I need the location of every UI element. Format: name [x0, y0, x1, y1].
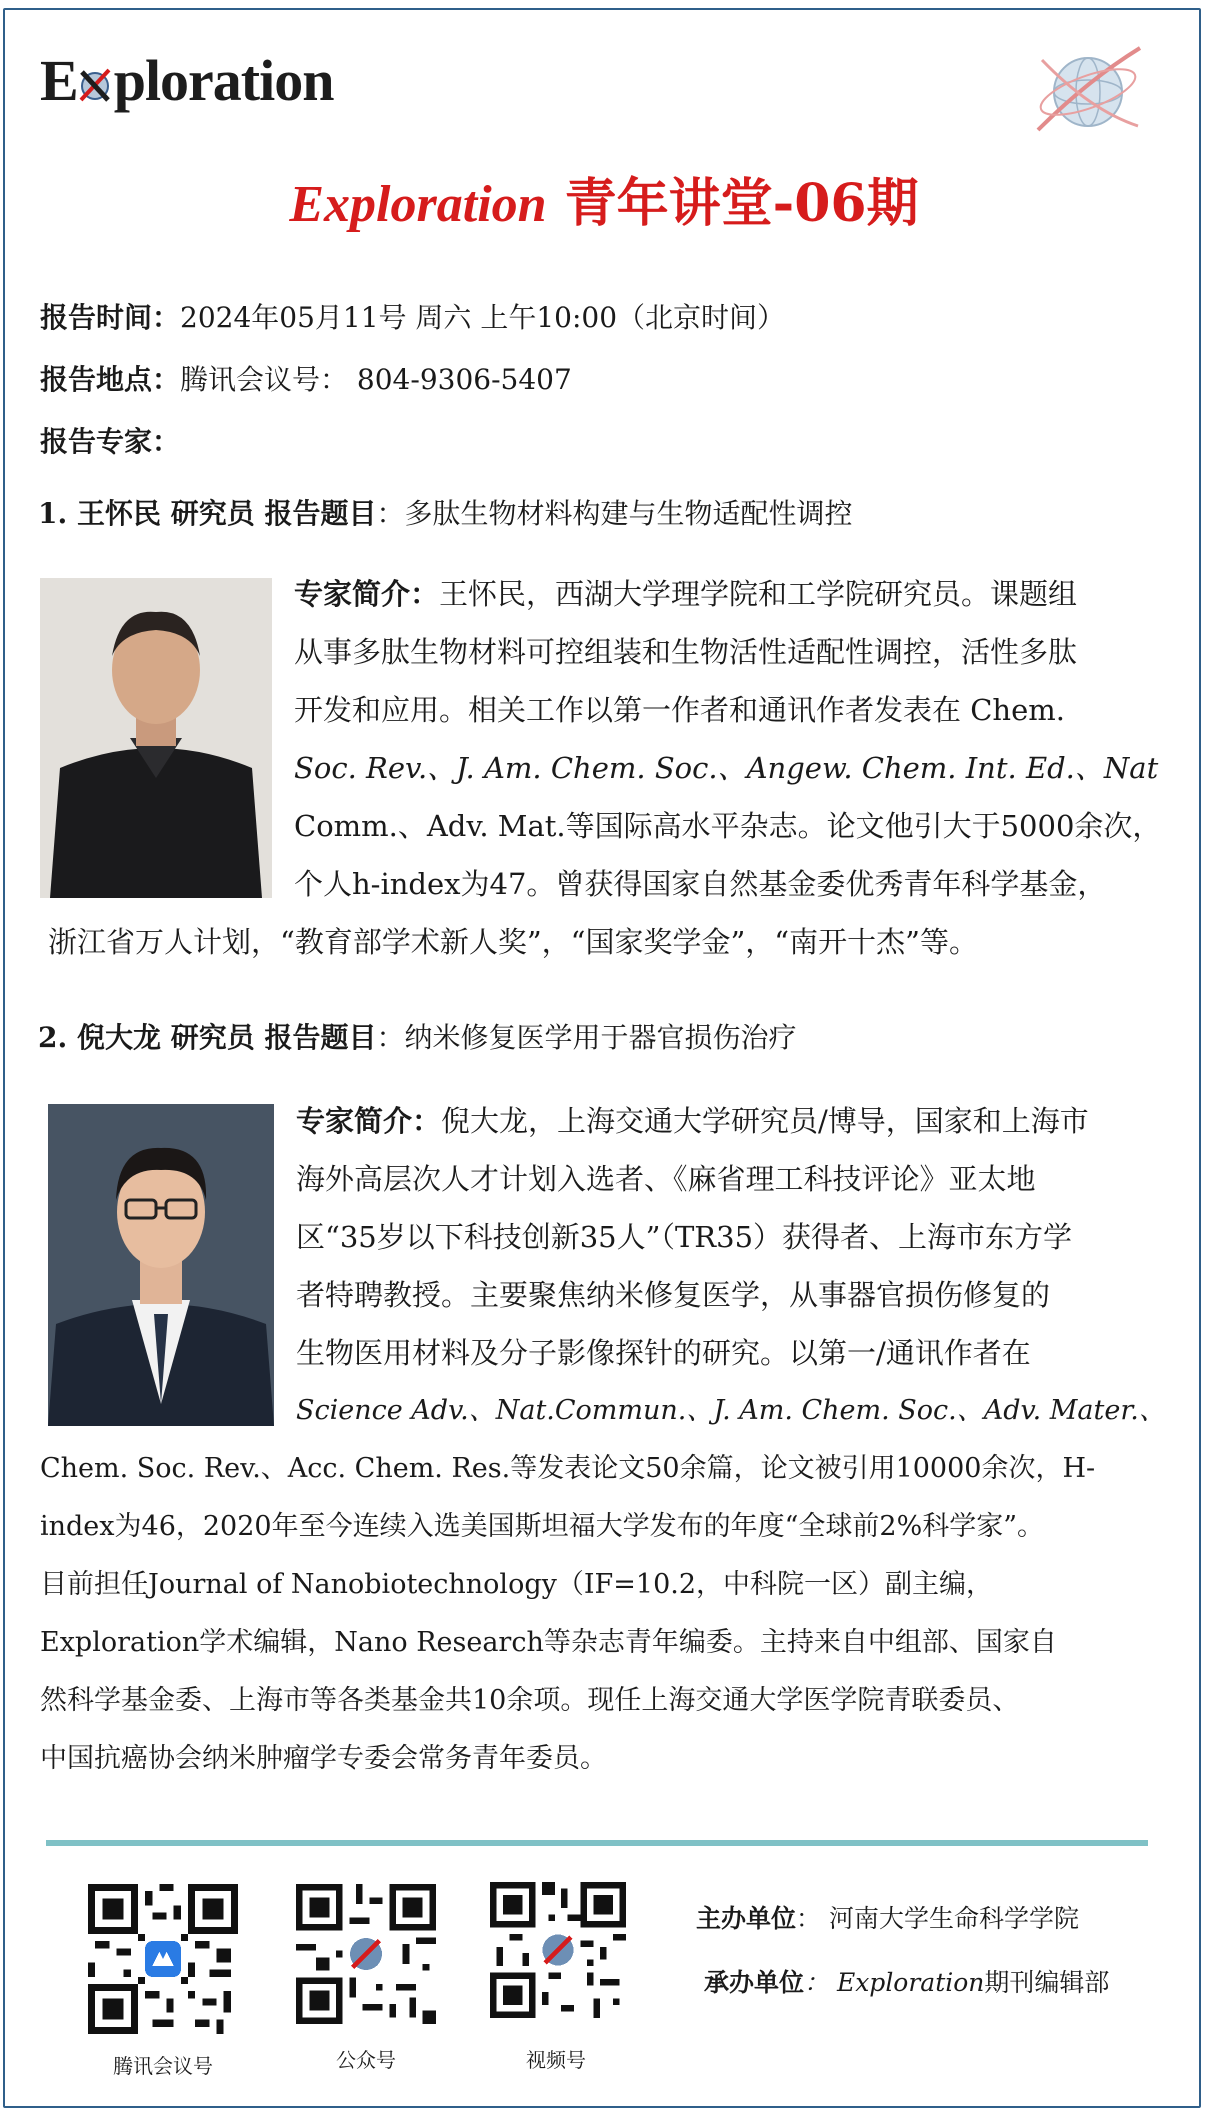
- bio-line: 从事多肽生物材料可控组装和生物活性适配性调控，活性多肽: [294, 635, 1078, 669]
- lecture-title: [0, 173, 1208, 234]
- speaker-1-bio-tail: [48, 913, 1158, 971]
- speaker-1-photo: [40, 578, 272, 898]
- bio-line: 开发和应用。相关工作以第一作者和通讯作者发表在 Chem.: [294, 693, 1065, 727]
- speaker-1-topic: ：多肽生物材料构建与生物适配性调控: [376, 497, 853, 530]
- speaker-1-name: 1. 王怀民 研究员 报告题目: [38, 497, 377, 530]
- bio-line: index为46，2020年至今连续入选美国斯坦福大学发布的年度“全球前2%科学家”。: [40, 1511, 1045, 1542]
- report-time-value: 2024年05月11号 周六 上午10:00（北京时间）: [180, 301, 786, 334]
- organizer-unit-label: 承办单位: [704, 1968, 805, 1997]
- bio-line: 生物医用材料及分子影像探针的研究。以第一/通讯作者在: [296, 1336, 1031, 1370]
- report-experts-label: 报告专家：: [40, 425, 181, 458]
- bio-line: Exploration学术编辑，Nano Research等杂志青年编委。主持来自中组部、国家自: [40, 1627, 1057, 1658]
- globe-x-icon: [78, 56, 112, 100]
- bio-line: 者特聘教授。主要聚焦纳米修复医学，从事器官损伤修复的: [296, 1278, 1051, 1312]
- report-experts: [40, 425, 181, 458]
- qr-caption-video-account: 视频号: [526, 2048, 586, 2072]
- organizer-unit-rest: 期刊编辑部: [984, 1968, 1110, 1997]
- video-account-qr-icon[interactable]: [490, 1882, 626, 2018]
- bio-line: 目前担任Journal of Nanobiotechnology（IF=10.2，中科院一区）副主编，: [40, 1569, 994, 1600]
- host-unit: [696, 1906, 1079, 1931]
- official-account-qr-icon[interactable]: [296, 1884, 436, 2024]
- bio-line: Chem. Soc. Rev.、Acc. Chem. Res.等发表论文50余篇，论文被引用10000余次，H-: [40, 1453, 1096, 1484]
- bio-line: Science Adv.、Nat.Commun.、J. Am. Chem. Soc.、Adv. Mater.、: [296, 1395, 1166, 1426]
- speaker-2-heading: [38, 1021, 797, 1054]
- host-unit-value: ： 河南大学生命科学学院: [796, 1904, 1079, 1933]
- report-time-label: 报告时间：: [40, 301, 181, 334]
- title-rest: 青年讲堂-06期: [546, 173, 919, 234]
- speaker-2-bio: [296, 1092, 1166, 1440]
- qr-caption-tencent: 腾讯会议号: [113, 2054, 213, 2078]
- organizer-unit: [704, 1970, 1109, 1995]
- bio-line: 中国抗癌协会纳米肿瘤学专委会常务青年委员。: [40, 1743, 607, 1774]
- journal-logo: [40, 48, 334, 113]
- speaker-2-name: 2. 倪大龙 研究员 报告题目: [38, 1021, 377, 1054]
- report-time: [40, 301, 786, 334]
- report-place: [40, 363, 572, 396]
- report-place-label: 报告地点：: [40, 363, 181, 396]
- bio-line: 个人h-index为47。曾获得国家自然基金委优秀青年科学基金，: [294, 867, 1107, 901]
- bio-line: 然科学基金委、上海市等各类基金共10余项。现任上海交通大学医学院青联委员、: [40, 1685, 1020, 1716]
- bio-line: 专家简介：倪大龙，上海交通大学研究员/博导，国家和上海市: [296, 1104, 1089, 1138]
- bio-line: Soc. Rev.、J. Am. Chem. Soc.、Angew. Chem. Int. Ed.、Nat: [294, 751, 1159, 785]
- bio-line: 区“35岁以下科技创新35人”（TR35）获得者、上海市东方学: [296, 1220, 1073, 1254]
- bio-line: 专家简介：王怀民，西湖大学理学院和工学院研究员。课题组: [294, 577, 1078, 611]
- speaker-2-bio-tail: [40, 1440, 1170, 1788]
- logo-prefix: E: [40, 48, 78, 113]
- tencent-meeting-qr-icon[interactable]: [88, 1884, 238, 2034]
- speaker-1-bio-label: 专家简介：: [294, 577, 440, 611]
- logo-rest: ploration: [113, 48, 334, 113]
- speaker-2-photo: [48, 1104, 274, 1426]
- speaker-2-topic: ：纳米修复医学用于器官损伤治疗: [376, 1021, 797, 1054]
- report-place-value: 腾讯会议号： 804-9306-5407: [180, 363, 572, 396]
- bio-line: 浙江省万人计划，“教育部学术新人奖”，“国家奖学金”，“南开十杰”等。: [48, 925, 978, 959]
- speaker-2-bio-label: 专家简介：: [296, 1104, 442, 1138]
- title-journal: Exploration: [289, 176, 547, 233]
- speaker-1-bio: [294, 565, 1162, 913]
- journal-seal-icon: [1028, 40, 1148, 140]
- qr-caption-official-account: 公众号: [336, 2048, 396, 2072]
- bio-line: 海外高层次人才计划入选者、《麻省理工科技评论》亚太地: [296, 1162, 1036, 1196]
- organizer-unit-journal: ： Exploration: [804, 1968, 985, 1997]
- bio-line: Comm.、Adv. Mat.等国际高水平杂志。论文他引大于5000余次，: [294, 809, 1162, 843]
- speaker-1-heading: [38, 497, 853, 530]
- host-unit-label: 主办单位: [696, 1904, 797, 1933]
- footer-divider: [46, 1840, 1148, 1846]
